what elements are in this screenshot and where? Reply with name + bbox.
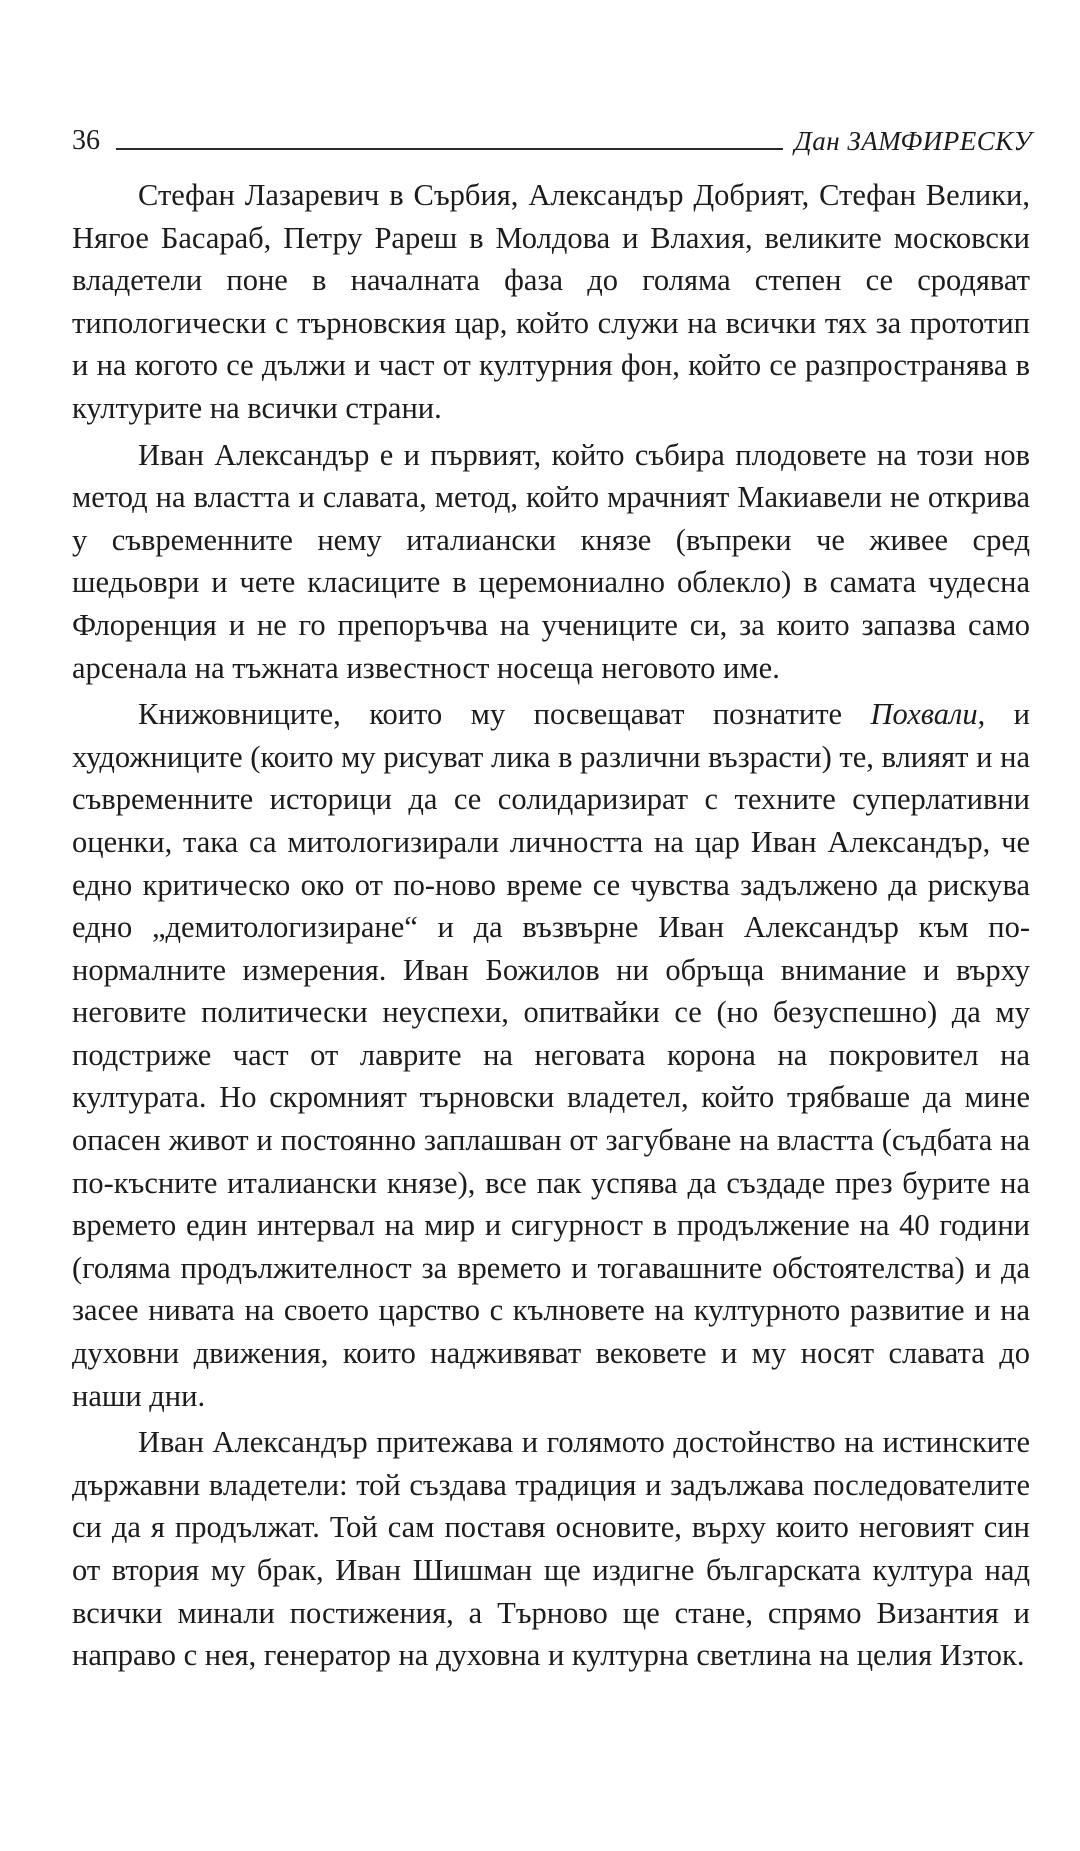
running-head-author: Дан ЗАМФИРЕСКУ: [794, 126, 1032, 156]
header-rule: [116, 148, 783, 150]
page-number: 36: [72, 125, 100, 156]
paragraph-3: [72, 693, 1030, 1417]
text-body: [72, 174, 1030, 1681]
page-header: [72, 112, 1032, 156]
paragraph-3-rest: , и художниците (които му рисуват лика в различни възрасти) те, влияят и на съвременните историци да се солидаризират с техните суперлативни оценки, така са митологизирали личността на цар Иван Александър, че едно критическо око от по-ново време се чувства задължено да рискува едно „демитологизиране“ и да възвърне Иван Александър към по-нормалните измерения. Иван Божилов ни обръща внимание и върху неговите политически неуспехи, опитвайки се (но безуспешно) да му подстриже част от лаврите на неговата корона на покровител на културата. Но скромният търновски владетел, който трябваше да мине опасен живот и постоянно заплашван от загубване на властта (съдбата на по-късните италиански князе), все пак успява да създаде през бурите на времето един интервал на мир и сигурност в продължение на 40 години (голяма продължителност за времето и тогавашните обстоятелства) и да засее нивата на своето царство с кълновете на културното развитие и на духовни движения, които надживяват вековете и му носят славата до наши дни.: [72, 697, 1030, 1413]
title-pohvali: Похвали: [870, 697, 978, 732]
paragraph-4: Иван Александър притежава и голямото достойнство на истинските държавни владетели: той създава традиция и задължава последователите си да я продължат. Той сам поставя основите, върху които неговият син от втория му брак, Иван Шишман ще издигне българската култура над всички минали постижения, а Търново ще стане, спрямо Византия и направо с нея, генератор на духовна и културна светлина на целия Изток.: [72, 1425, 1030, 1673]
paragraph-1: Стефан Лазаревич в Сърбия, Александър Добрият, Стефан Велики, Нягое Басараб, Петру Рареш в Молдова и Влахия, великите московски владетели поне в началната фаза до голяма степен се сродяват типологически с търновския цар, който служи на всички тях за прототип и на когото се дължи и част от културния фон, който се разпространява в културите на всички страни.: [72, 178, 1030, 425]
paragraph-2: Иван Александър е и първият, който събира плодовете на този нов метод на властта и славата, метод, който мрачният Макиавели не открива у съвременните нему италиански князе (въпреки че живее сред шедьоври и чете класиците в церемониално облекло) в самата чудесна Флоренция и не го препоръчва на учениците си, за които запазва само арсенала на тъжната известност носеща неговото име.: [72, 437, 1030, 685]
paragraph-3-lead: Книжовниците, които му посвещават познатите: [138, 697, 871, 732]
